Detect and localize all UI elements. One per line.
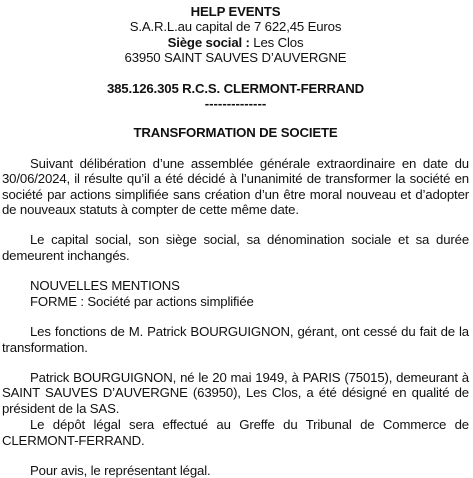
registered-office [2, 35, 469, 50]
paragraph-depot: Le dépôt légal sera effectué au Greffe du Tribunal de Commerce de CLERMONT-FERRAND. [2, 417, 469, 448]
paragraph-president: Patrick BOURGUIGNON, né le 20 mai 1949, à PARIS (75015), demeurant à SAINT SAUVES D’AUVERGNE (63950), Les Clos, a été désigné en qualité de président de la SAS. [2, 369, 469, 416]
new-mentions-title: NOUVELLES MENTIONS [30, 278, 180, 294]
paragraph-unchanged: Le capital social, son siège social, sa dénomination sociale et sa durée demeurent inchangés. [2, 232, 469, 263]
header-separator: -------------- [204, 96, 267, 112]
new-mentions-forme: FORME : Société par actions simplifiée [30, 293, 254, 309]
new-mentions [2, 278, 469, 309]
company-capital: S.A.R.L.au capital de 7 622,45 Euros [129, 19, 342, 35]
paragraph-gerant: Les fonctions de M. Patrick BOURGUIGNON, gérant, ont cessé du fait de la transformation. [2, 324, 469, 355]
paragraph-avis: Pour avis, le représentant légal. [30, 462, 211, 478]
notice-header [2, 4, 469, 111]
rcs-number: 385.126.305 R.C.S. CLERMONT-FERRAND [106, 80, 365, 96]
notice-title: TRANSFORMATION DE SOCIETE [133, 125, 338, 141]
paragraph-deliberation: Suivant délibération d’une assemblée générale extraordinaire en date du 30/06/2024, il résulte qu’il a été décidé à l’unanimité de transformer la société en société par actions simplifiée sans création d’un être moral nouveau et d’adopter de nouveaux statuts à compter de cette même date. [2, 155, 469, 218]
company-name: HELP EVENTS [190, 4, 281, 19]
registered-office-value: Les Clos [249, 34, 304, 50]
header-spacer [2, 66, 469, 81]
registered-office-label: Siège social : [167, 34, 250, 50]
company-address: 63950 SAINT SAUVES D’AUVERGNE [124, 50, 347, 66]
